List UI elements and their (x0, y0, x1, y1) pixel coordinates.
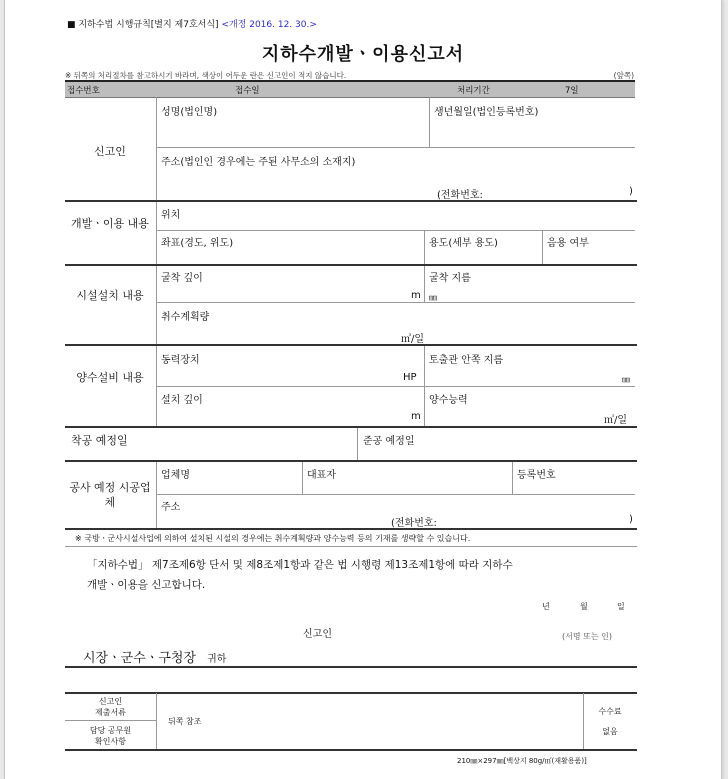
officer-check-label-2: 확인사항 (95, 737, 126, 746)
install-depth-unit: m (411, 411, 421, 422)
ceo-field[interactable]: 대표자 (307, 470, 336, 481)
facility-section-label: 시설설치 내용 (76, 289, 144, 302)
submit-docs-label-1: 신고인 (98, 697, 123, 706)
start-date-field[interactable]: 착공 예정일 (71, 434, 128, 447)
date-month-label: 월 (580, 602, 588, 611)
fee-label: 수수료 (598, 707, 622, 716)
form-header (67, 17, 317, 30)
military-footnote: ※ 국방ㆍ군사시설사업에 의하여 설치된 시설의 경우에는 취수계획량과 양수능력 등의 기재를 생략할 수 있습니다. (75, 534, 471, 543)
pump-capacity-unit: ㎥/일 (604, 415, 628, 426)
drinking-field[interactable]: 음용 여부 (547, 238, 589, 249)
applicant-phone-field[interactable]: (전화번호: (437, 190, 483, 201)
declaration-line-2: 개발ㆍ이용을 신고합니다. (87, 579, 206, 591)
law-reference: ■ 지하수법 시행규칙[별지 제7호서식] (67, 20, 219, 30)
fee-value: 없음 (602, 727, 618, 736)
officer-check-label-1: 담당 공무원 (89, 726, 132, 735)
contractor-section-label: 공사 예정 시공업체 (69, 481, 151, 509)
intake-plan-field[interactable]: 취수계획량 (161, 312, 210, 323)
declaration-line-1: 「지하수법」 제7조제6항 단서 및 제8조제1항과 같은 법 시행령 제13조제1항에 따라 지하수 (87, 559, 513, 571)
processing-period-label: 처리기간 (457, 86, 490, 96)
applicant-section-label: 신고인 (94, 145, 126, 158)
applicant-phone-close: ) (629, 186, 633, 197)
date-day-label: 일 (617, 602, 625, 611)
power-unit-hp: HP (403, 372, 417, 383)
instruction-note: ※ 뒤쪽의 처리절차를 참고하시기 바라며, 색상이 어두운 란은 신고인이 적지 않습니다. (65, 71, 347, 80)
pipe-diameter-field[interactable]: 토출관 안쪽 지름 (429, 355, 503, 366)
signer-label: 신고인 (303, 629, 332, 640)
pump-capacity-field[interactable]: 양수능력 (429, 395, 468, 406)
receipt-date-label: 접수일 (235, 86, 260, 96)
development-section-label: 개발ㆍ이용 내용 (71, 217, 149, 230)
submit-docs-label-2: 제출서류 (95, 708, 126, 717)
company-name-field[interactable]: 업체명 (161, 470, 190, 481)
date-year-label: 년 (542, 602, 550, 611)
contractor-phone-close: ) (629, 514, 633, 525)
applicant-name-field[interactable]: 성명(법인명) (161, 107, 218, 118)
signature-hint: (서명 또는 인) (562, 632, 612, 641)
applicant-birth-field[interactable]: 생년월일(법인등록번호) (434, 107, 539, 118)
intake-plan-unit: ㎥/일 (401, 334, 425, 345)
see-back-reference: 뒤쪽 참조 (168, 717, 202, 726)
drilling-depth-unit: m (411, 290, 421, 301)
power-unit-field[interactable]: 동력장치 (161, 355, 200, 366)
drilling-depth-field[interactable]: 굴착 깊이 (161, 273, 203, 284)
form-page (4, 0, 722, 779)
end-date-field[interactable]: 준공 예정일 (363, 436, 415, 447)
addressee-suffix: 귀하 (207, 654, 227, 665)
drilling-diameter-unit: ㎜ (429, 293, 437, 302)
applicant-address-field[interactable]: 주소(법인인 경우에는 주된 사무소의 소재지) (161, 157, 356, 168)
receipt-number-label: 접수번호 (67, 86, 100, 96)
addressee-name: 시장ㆍ군수ㆍ구청장 (83, 651, 197, 666)
receipt-bar (65, 80, 635, 98)
location-field[interactable]: 위치 (161, 210, 181, 221)
processing-period-value: 7일 (565, 86, 579, 96)
drilling-diameter-field[interactable]: 굴착 지름 (429, 273, 471, 284)
revision-date: <개정 2016. 12. 30.> (221, 20, 317, 30)
addressee (83, 647, 226, 666)
pipe-diameter-unit: ㎜ (622, 375, 630, 384)
contractor-phone-field[interactable]: (전화번호: (391, 518, 437, 529)
pump-section-label: 양수설비 내용 (76, 371, 144, 384)
paper-spec: 210㎜×297㎜[백상지 80g/㎡(재활용품)] (457, 757, 587, 765)
registration-number-field[interactable]: 등록번호 (517, 470, 556, 481)
install-depth-field[interactable]: 설치 깊이 (161, 395, 203, 406)
coordinates-field[interactable]: 좌표(경도, 위도) (161, 238, 234, 249)
contractor-address-field[interactable]: 주소 (161, 502, 181, 513)
page-title: 지하수개발ㆍ이용신고서 (261, 44, 465, 65)
use-field[interactable]: 용도(세부 용도) (429, 238, 498, 249)
front-side-label: (앞쪽) (613, 71, 634, 80)
